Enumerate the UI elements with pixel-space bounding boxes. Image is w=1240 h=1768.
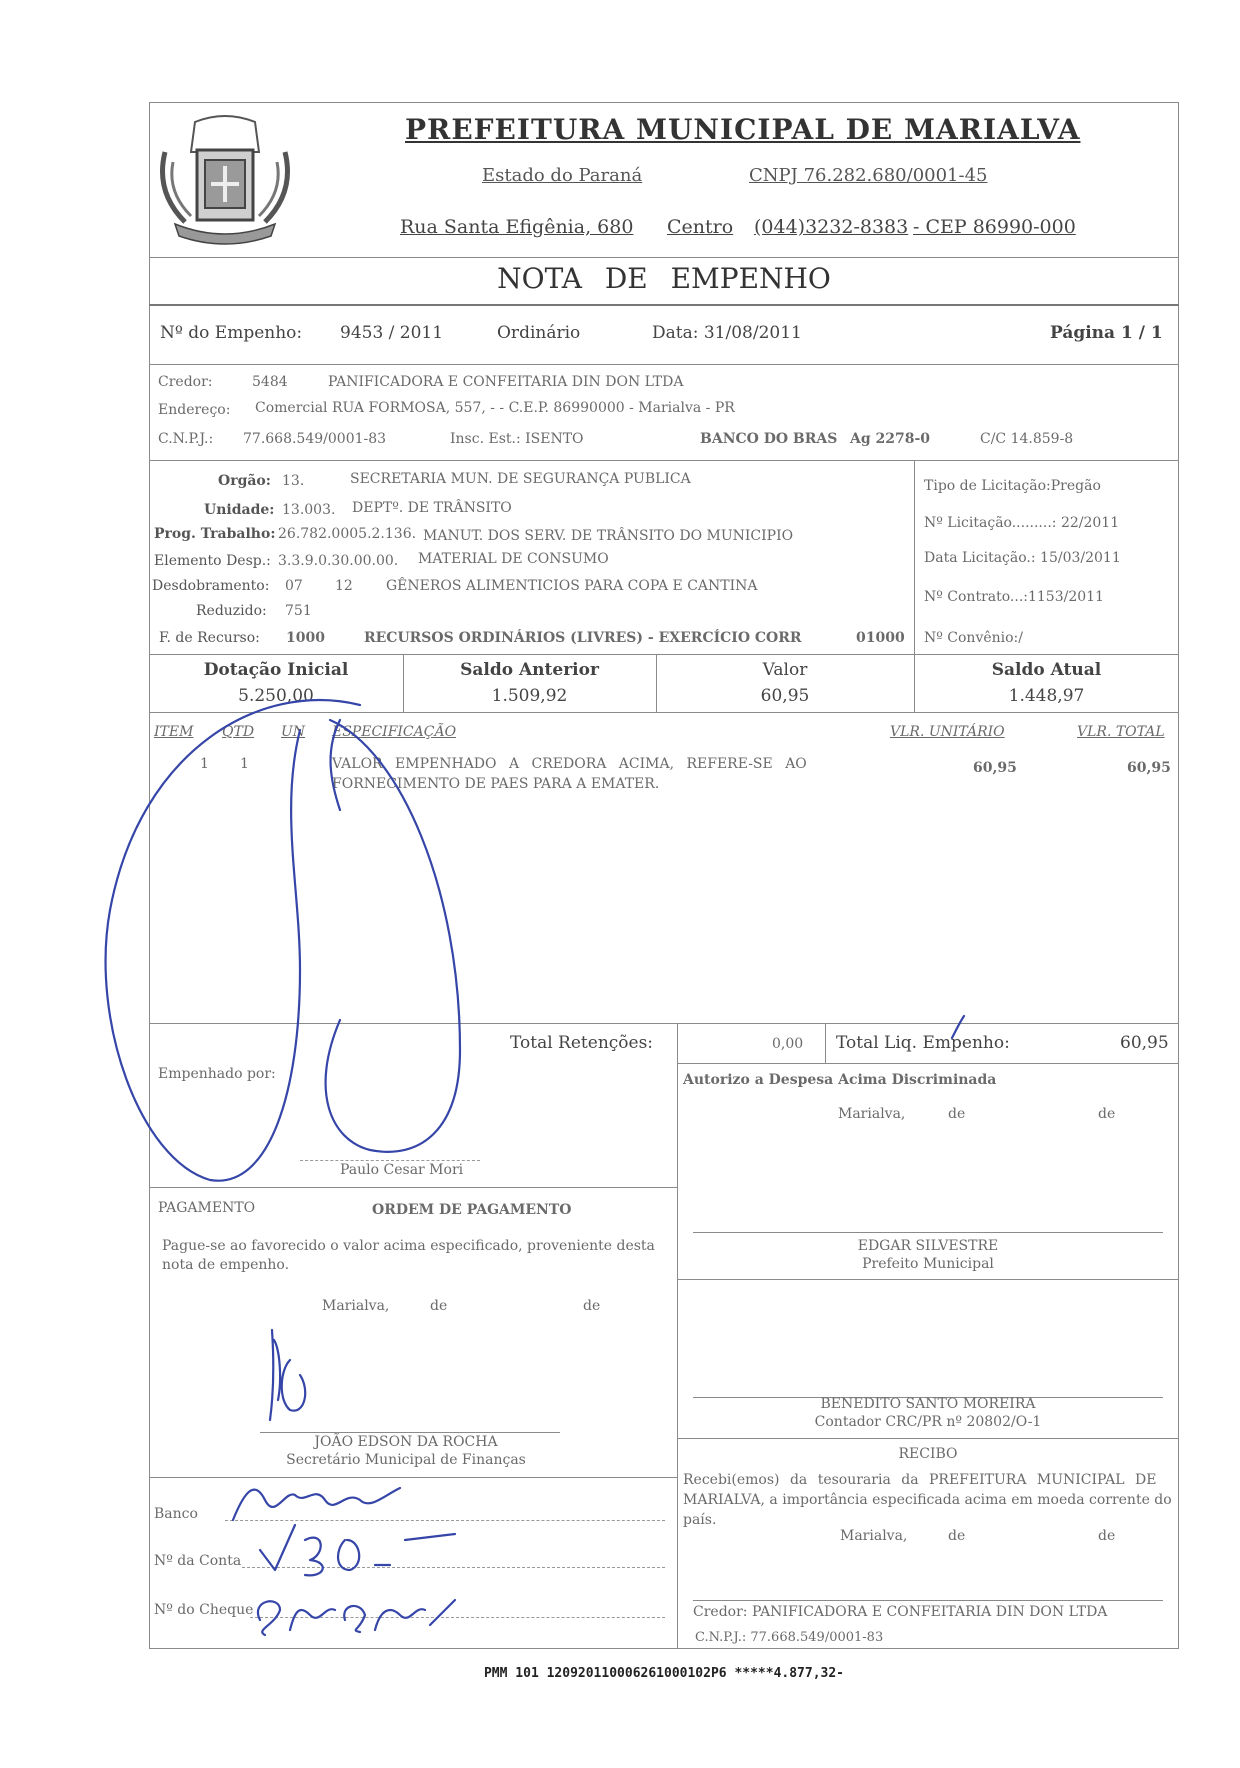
- empenho-label: Nº do Empenho:: [160, 323, 303, 343]
- contador-role: Contador CRC/PR nº 20802/O-1: [814, 1414, 1042, 1430]
- numero-contrato: Nº Contrato...:1153/2011: [924, 589, 1104, 605]
- recibo-de-2: de: [1098, 1528, 1116, 1544]
- signature-conta: [255, 1520, 465, 1580]
- credor-address: Comercial RUA FORMOSA, 557, - - C.E.P. 86990000 - Marialva - PR: [255, 400, 735, 416]
- pagamento-role: Secretário Municipal de Finanças: [286, 1452, 526, 1468]
- recibo-text-2: MARIALVA, a importância especificada acima em moeda corrente do: [683, 1492, 1172, 1508]
- pagamento-city: Marialva,: [322, 1298, 390, 1314]
- col-total: VLR. TOTAL: [1077, 724, 1165, 740]
- autorizo-de-2: de: [1098, 1106, 1116, 1122]
- empenho-page: Página 1 / 1: [1050, 323, 1163, 343]
- header-title: PREFEITURA MUNICIPAL DE MARIALVA: [405, 113, 1081, 146]
- autorizo-role: Prefeito Municipal: [862, 1256, 994, 1272]
- fonte-name: RECURSOS ORDINÁRIOS (LIVRES) - EXERCÍCIO CORR: [364, 630, 802, 646]
- pagamento-text-1: Pague-se ao favorecido o valor acima especificado, proveniente desta: [162, 1238, 655, 1254]
- fonte-label: F. de Recurso:: [159, 630, 260, 646]
- pagamento-de-2: de: [583, 1298, 601, 1314]
- row-spec-line-2: FORNECIMENTO DE PAES PARA A EMATER.: [332, 776, 660, 792]
- credor-code: 5484: [252, 374, 288, 390]
- empenhado-name: Paulo Cesar Mori: [340, 1162, 464, 1178]
- pagamento-text-2: nota de empenho.: [162, 1257, 290, 1273]
- recibo-de-1: de: [948, 1528, 966, 1544]
- row-qtd: 1: [240, 756, 249, 772]
- unidade-code: 13.003.: [282, 502, 336, 518]
- recibo-city: Marialva,: [840, 1528, 908, 1544]
- autorizo-name: EDGAR SILVESTRE: [857, 1238, 999, 1254]
- prog-code: 26.782.0005.2.136.: [278, 526, 417, 542]
- desd-name: GÊNEROS ALIMENTICIOS PARA COPA E CANTINA: [386, 578, 758, 594]
- elem-name: MATERIAL DE CONSUMO: [418, 551, 609, 567]
- prog-name: MANUT. DOS SERV. DE TRÂNSITO DO MUNICIPIO: [423, 528, 794, 544]
- saldo-anterior-value: 1.509,92: [491, 686, 568, 706]
- row-unit-value: 60,95: [973, 760, 1017, 776]
- credor-label: Credor:: [158, 374, 213, 390]
- header-district: Centro: [667, 216, 734, 238]
- coat-of-arms-logo: [155, 112, 295, 247]
- col-unit: VLR. UNITÁRIO: [890, 724, 1005, 740]
- autorizo-label: Autorizo a Despesa Acima Discriminada: [683, 1072, 997, 1088]
- row-total-value: 60,95: [1127, 760, 1171, 776]
- signature-empenhado: [100, 690, 480, 1190]
- pagamento-label: PAGAMENTO: [158, 1200, 256, 1216]
- elem-code: 3.3.9.0.30.00.00.: [278, 553, 399, 569]
- orgao-label: Orgão:: [218, 473, 271, 489]
- recibo-text-3: país.: [683, 1512, 717, 1528]
- fonte-code: 1000: [286, 630, 325, 646]
- autorizo-de-1: de: [948, 1106, 966, 1122]
- dotacao-label: Dotação Inicial: [203, 660, 349, 680]
- desd-b: 12: [335, 578, 353, 594]
- credor-account: C/C 14.859-8: [980, 431, 1074, 447]
- header-phone: (044)3232-8383: [754, 216, 909, 238]
- pagamento-de-1: de: [430, 1298, 448, 1314]
- credor-bank: BANCO DO BRAS: [700, 431, 838, 447]
- empenho-type: Ordinário: [497, 323, 581, 343]
- doc-title: NOTA DE EMPENHO: [497, 262, 831, 295]
- banco-label: Banco: [154, 1506, 198, 1522]
- dotacao-value: 5.250,00: [238, 686, 314, 706]
- retencoes-label: Total Retenções:: [510, 1033, 654, 1053]
- header-cnpj: CNPJ 76.282.680/0001-45: [749, 165, 988, 186]
- recibo-text-1: Recebi(emos) da tesouraria da PREFEITURA MUNICIPAL DE: [683, 1472, 1157, 1488]
- col-spec: ESPECIFICAÇÃO: [332, 724, 457, 740]
- tipo-licitacao: Tipo de Licitação:Pregão: [924, 478, 1101, 494]
- saldo-atual-value: 1.448,97: [1008, 686, 1085, 706]
- empenhado-label: Empenhado por:: [158, 1066, 276, 1082]
- reduzido-label: Reduzido:: [196, 603, 267, 619]
- unidade-label: Unidade:: [204, 502, 275, 518]
- empenho-date: Data: 31/08/2011: [652, 323, 802, 343]
- credor-name: PANIFICADORA E CONFEITARIA DIN DON LTDA: [328, 374, 684, 390]
- recibo-credor: Credor: PANIFICADORA E CONFEITARIA DIN DON LTDA: [693, 1604, 1108, 1620]
- elem-label: Elemento Desp.:: [154, 553, 271, 569]
- row-spec-line-1: VALOR EMPENHADO A CREDORA ACIMA, REFERE-SE AO: [332, 756, 807, 772]
- col-qtd: QTD: [222, 724, 255, 740]
- credor-cnpj: 77.668.549/0001-83: [243, 431, 387, 447]
- header-cep: - CEP 86990-000: [913, 216, 1076, 238]
- credor-agency: Ag 2278-0: [850, 431, 931, 447]
- orgao-name: SECRETARIA MUN. DE SEGURANÇA PUBLICA: [350, 471, 691, 487]
- signature-cheque: [250, 1580, 460, 1640]
- liq-empenho-value: 60,95: [1120, 1033, 1169, 1053]
- row-item: 1: [200, 756, 209, 772]
- valor-label: Valor: [762, 660, 808, 680]
- unidade-name: DEPTº. DE TRÂNSITO: [352, 500, 512, 516]
- signature-check-mark: [948, 1012, 968, 1042]
- credor-insc: Insc. Est.: ISENTO: [450, 431, 584, 447]
- desd-label: Desdobramento:: [152, 578, 270, 594]
- conta-label: Nº da Conta: [154, 1553, 242, 1569]
- saldo-anterior-label: Saldo Anterior: [460, 660, 599, 680]
- footer-code: PMM 101 120920110006261000102P6 *****4.877,32-: [483, 1666, 845, 1681]
- cheque-label: Nº do Cheque: [154, 1602, 254, 1618]
- recibo-label: RECIBO: [898, 1446, 958, 1462]
- valor-value: 60,95: [760, 686, 810, 706]
- header-address: Rua Santa Efigênia, 680: [400, 216, 634, 238]
- signature-pagamento: [260, 1320, 330, 1430]
- pagamento-name: JOÃO EDSON DA ROCHA: [314, 1434, 498, 1450]
- saldo-atual-label: Saldo Atual: [991, 660, 1102, 680]
- numero-convenio: Nº Convênio:/: [924, 630, 1023, 646]
- reduzido-code: 751: [285, 603, 312, 619]
- orgao-code: 13.: [282, 473, 305, 489]
- empenho-number: 9453 / 2011: [340, 323, 444, 343]
- col-item: ITEM: [154, 724, 194, 740]
- credor-address-label: Endereço:: [158, 402, 231, 418]
- contador-name: BENEDITO SANTO MOREIRA: [820, 1396, 1036, 1412]
- retencoes-value: 0,00: [772, 1036, 804, 1052]
- data-licitacao: Data Licitação.: 15/03/2011: [924, 550, 1121, 566]
- prog-label: Prog. Trabalho:: [154, 526, 276, 542]
- credor-cnpj-label: C.N.P.J.:: [158, 431, 214, 447]
- recibo-cnpj: C.N.P.J.: 77.668.549/0001-83: [695, 1630, 884, 1645]
- desd-a: 07: [285, 578, 303, 594]
- fonte-code-right: 01000: [856, 630, 905, 646]
- header-state: Estado do Paraná: [482, 165, 643, 186]
- autorizo-city: Marialva,: [838, 1106, 906, 1122]
- col-un: UN: [281, 724, 306, 740]
- ordem-pagamento-label: ORDEM DE PAGAMENTO: [372, 1202, 572, 1218]
- liq-empenho-label: Total Liq. Empenho:: [836, 1033, 1010, 1053]
- numero-licitacao: Nº Licitação.........: 22/2011: [924, 515, 1120, 531]
